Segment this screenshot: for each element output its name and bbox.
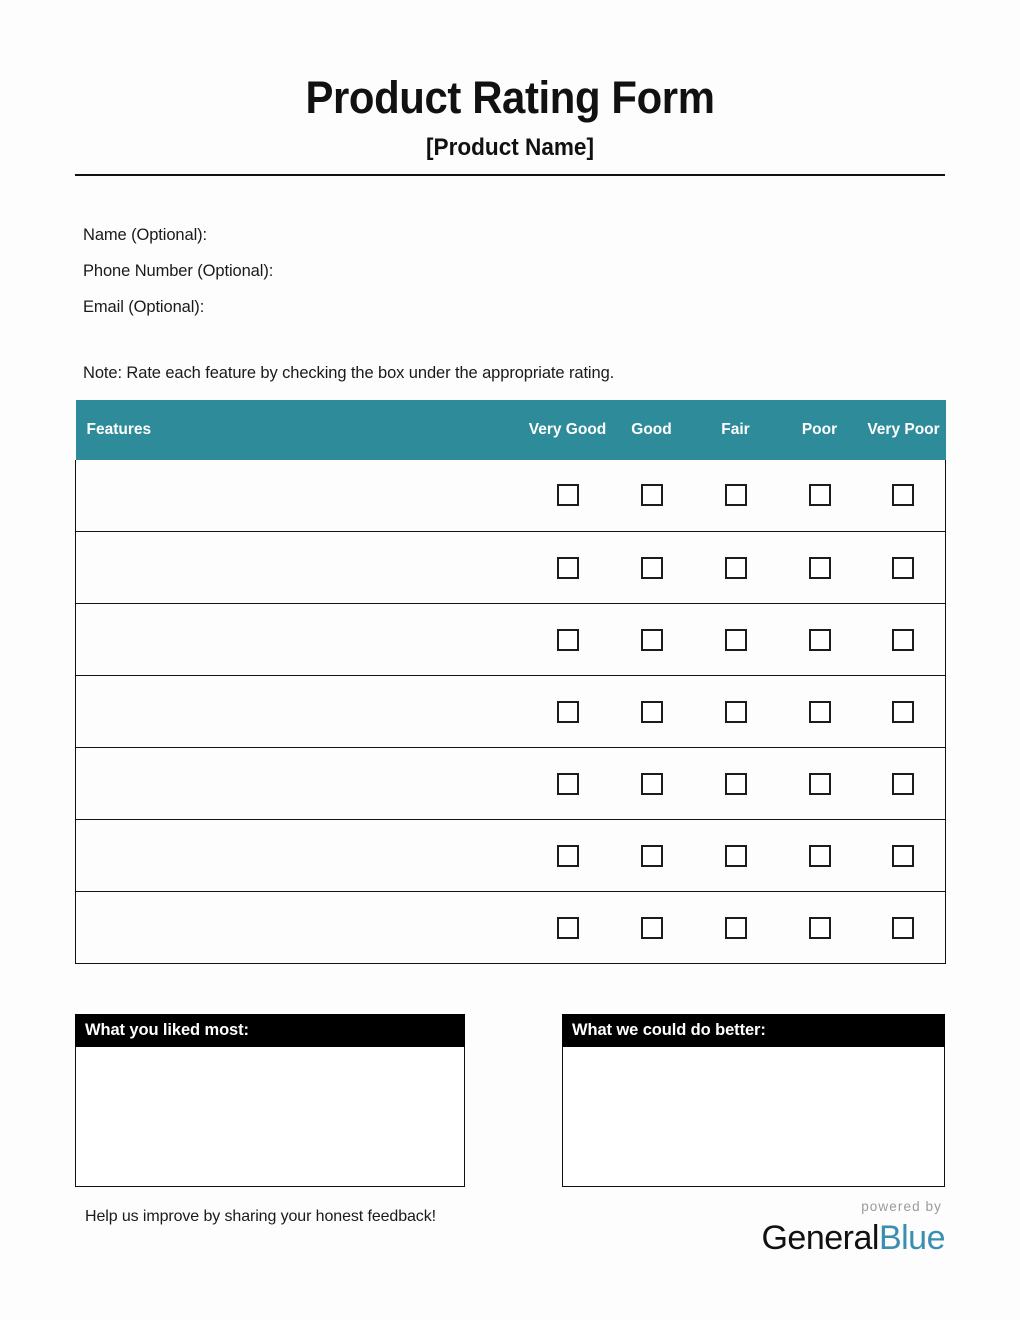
checkbox-very-good[interactable] bbox=[557, 773, 579, 795]
checkbox-good[interactable] bbox=[641, 917, 663, 939]
checkbox-very-good[interactable] bbox=[557, 484, 579, 506]
brand-name bbox=[761, 1218, 945, 1257]
email-field-label: Email (Optional): bbox=[83, 297, 205, 316]
rating-cell-poor[interactable] bbox=[778, 532, 862, 604]
checkbox-very-good[interactable] bbox=[557, 629, 579, 651]
rating-cell-very-good[interactable] bbox=[526, 820, 610, 892]
column-header-features: Features bbox=[76, 400, 526, 460]
page-title: Product Rating Form bbox=[305, 72, 715, 123]
rating-cell-very-poor[interactable] bbox=[862, 532, 946, 604]
rating-cell-fair[interactable] bbox=[694, 460, 778, 532]
rating-table bbox=[75, 400, 946, 965]
feature-name-input[interactable] bbox=[76, 892, 526, 964]
checkbox-very-poor[interactable] bbox=[892, 845, 914, 867]
rating-cell-very-poor[interactable] bbox=[862, 748, 946, 820]
checkbox-poor[interactable] bbox=[809, 773, 831, 795]
feature-name-input[interactable] bbox=[76, 820, 526, 892]
checkbox-very-good[interactable] bbox=[557, 917, 579, 939]
rating-table-body bbox=[76, 460, 946, 964]
table-row bbox=[76, 748, 946, 820]
rating-cell-fair[interactable] bbox=[694, 820, 778, 892]
rating-cell-fair[interactable] bbox=[694, 748, 778, 820]
checkbox-good[interactable] bbox=[641, 629, 663, 651]
table-row bbox=[76, 820, 946, 892]
rating-cell-good[interactable] bbox=[610, 676, 694, 748]
column-header-very-good: Very Good bbox=[526, 400, 610, 460]
rating-cell-poor[interactable] bbox=[778, 460, 862, 532]
page-footer bbox=[75, 1196, 945, 1276]
instruction-note: Note: Rate each feature by checking the box under the appropriate rating. bbox=[83, 363, 615, 382]
rating-cell-very-good[interactable] bbox=[526, 532, 610, 604]
rating-cell-very-good[interactable] bbox=[526, 676, 610, 748]
form-content bbox=[75, 0, 945, 964]
feedback-input-liked-most[interactable] bbox=[75, 1047, 465, 1187]
rating-cell-fair[interactable] bbox=[694, 676, 778, 748]
rating-cell-fair[interactable] bbox=[694, 892, 778, 964]
checkbox-fair[interactable] bbox=[725, 629, 747, 651]
rating-cell-good[interactable] bbox=[610, 532, 694, 604]
checkbox-very-poor[interactable] bbox=[892, 557, 914, 579]
checkbox-poor[interactable] bbox=[809, 701, 831, 723]
checkbox-very-poor[interactable] bbox=[892, 701, 914, 723]
rating-cell-good[interactable] bbox=[610, 748, 694, 820]
phone-field-label: Phone Number (Optional): bbox=[83, 261, 274, 280]
checkbox-fair[interactable] bbox=[725, 773, 747, 795]
checkbox-very-poor[interactable] bbox=[892, 629, 914, 651]
column-header-fair: Fair bbox=[694, 400, 778, 460]
rating-cell-good[interactable] bbox=[610, 460, 694, 532]
brand-logo bbox=[761, 1200, 945, 1256]
rating-cell-poor[interactable] bbox=[778, 820, 862, 892]
column-header-good: Good bbox=[610, 400, 694, 460]
rating-table-header bbox=[76, 400, 946, 460]
feedback-input-do-better[interactable] bbox=[562, 1047, 945, 1187]
feedback-header-do-better: What we could do better: bbox=[562, 1014, 945, 1047]
checkbox-fair[interactable] bbox=[725, 557, 747, 579]
checkbox-very-good[interactable] bbox=[557, 701, 579, 723]
table-row bbox=[76, 676, 946, 748]
feedback-section bbox=[75, 1014, 945, 1187]
rating-cell-very-poor[interactable] bbox=[862, 460, 946, 532]
table-row bbox=[76, 532, 946, 604]
feedback-box-liked-most bbox=[75, 1014, 465, 1187]
checkbox-very-poor[interactable] bbox=[892, 773, 914, 795]
column-header-poor: Poor bbox=[778, 400, 862, 460]
table-row bbox=[76, 460, 946, 532]
table-header-row bbox=[76, 400, 946, 460]
brand-name-blue: Blue bbox=[878, 1218, 945, 1257]
table-row bbox=[76, 604, 946, 676]
rating-cell-poor[interactable] bbox=[778, 748, 862, 820]
checkbox-good[interactable] bbox=[641, 845, 663, 867]
feature-name-input[interactable] bbox=[76, 748, 526, 820]
checkbox-very-poor[interactable] bbox=[892, 917, 914, 939]
rating-cell-fair[interactable] bbox=[694, 532, 778, 604]
rating-cell-very-poor[interactable] bbox=[862, 892, 946, 964]
checkbox-good[interactable] bbox=[641, 484, 663, 506]
checkbox-poor[interactable] bbox=[809, 845, 831, 867]
rating-cell-fair[interactable] bbox=[694, 604, 778, 676]
rating-cell-poor[interactable] bbox=[778, 676, 862, 748]
feedback-box-do-better bbox=[562, 1014, 945, 1187]
rating-cell-very-good[interactable] bbox=[526, 604, 610, 676]
title-divider bbox=[75, 174, 945, 176]
checkbox-fair[interactable] bbox=[725, 845, 747, 867]
checkbox-fair[interactable] bbox=[725, 484, 747, 506]
checkbox-poor[interactable] bbox=[809, 484, 831, 506]
rating-cell-very-good[interactable] bbox=[526, 892, 610, 964]
rating-cell-very-good[interactable] bbox=[526, 460, 610, 532]
feature-name-input[interactable] bbox=[76, 460, 526, 532]
checkbox-good[interactable] bbox=[641, 701, 663, 723]
checkbox-poor[interactable] bbox=[809, 557, 831, 579]
product-name-subtitle: [Product Name] bbox=[426, 134, 594, 162]
table-row bbox=[76, 892, 946, 964]
footer-note: Help us improve by sharing your honest feedback! bbox=[85, 1208, 436, 1225]
rating-cell-good[interactable] bbox=[610, 820, 694, 892]
rating-cell-very-poor[interactable] bbox=[862, 676, 946, 748]
brand-name-general: General bbox=[761, 1218, 879, 1257]
rating-cell-very-poor[interactable] bbox=[862, 604, 946, 676]
checkbox-fair[interactable] bbox=[725, 701, 747, 723]
feature-name-input[interactable] bbox=[76, 604, 526, 676]
checkbox-good[interactable] bbox=[641, 773, 663, 795]
rating-cell-poor[interactable] bbox=[778, 604, 862, 676]
name-field-label: Name (Optional): bbox=[83, 225, 208, 244]
checkbox-fair[interactable] bbox=[725, 917, 747, 939]
column-header-very-poor: Very Poor bbox=[862, 400, 946, 460]
rating-cell-poor[interactable] bbox=[778, 892, 862, 964]
optional-fields-group bbox=[75, 217, 945, 325]
checkbox-very-poor[interactable] bbox=[892, 484, 914, 506]
checkbox-very-good[interactable] bbox=[557, 557, 579, 579]
feedback-header-liked-most: What you liked most: bbox=[75, 1014, 465, 1047]
feature-name-input[interactable] bbox=[76, 676, 526, 748]
feature-name-input[interactable] bbox=[76, 532, 526, 604]
rating-cell-very-good[interactable] bbox=[526, 748, 610, 820]
rating-cell-very-poor[interactable] bbox=[862, 820, 946, 892]
rating-cell-good[interactable] bbox=[610, 892, 694, 964]
checkbox-poor[interactable] bbox=[809, 917, 831, 939]
checkbox-good[interactable] bbox=[641, 557, 663, 579]
checkbox-very-good[interactable] bbox=[557, 845, 579, 867]
powered-by-label: powered by bbox=[861, 1199, 942, 1214]
rating-cell-good[interactable] bbox=[610, 604, 694, 676]
checkbox-poor[interactable] bbox=[809, 629, 831, 651]
